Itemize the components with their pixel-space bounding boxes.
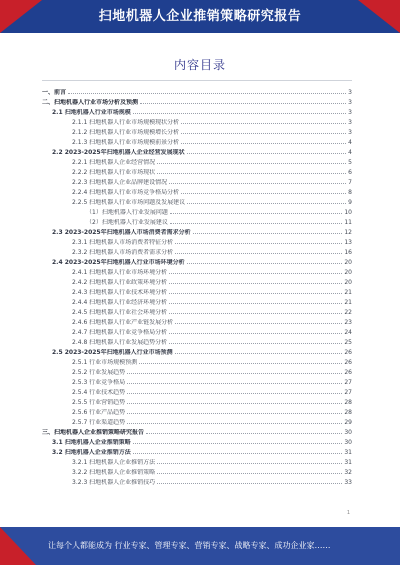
toc-entry[interactable] <box>42 276 352 286</box>
toc-entry[interactable] <box>42 446 352 456</box>
toc-entry[interactable] <box>42 176 352 186</box>
toc-leader-dots <box>169 343 342 344</box>
toc-entry-title: 2.1.1 扫地机器人行业市场规模现状分析 <box>72 119 180 126</box>
toc-entry-page: 3 <box>348 89 352 96</box>
toc-entry-title: 3.2.1 扫地机器人企业推销方法 <box>72 459 156 466</box>
toc-entry-title: 2.2 2023-2025年扫地机器人企业经营发展现状 <box>52 149 185 156</box>
toc-entry-title: 2.3 2023-2025年扫地机器人市场消费者需求分析 <box>52 229 191 236</box>
toc-entry-title: 2.1.3 扫地机器人行业市场规模前景分析 <box>72 139 180 146</box>
toc-entry-page: 8 <box>348 189 352 196</box>
toc-entry-title: 2.4.8 扫地机器人行业发展趋势分析 <box>72 339 168 346</box>
toc-entry-title: 2.4.4 扫地机器人行业经济环境分析 <box>72 299 168 306</box>
toc-leader-dots <box>169 313 342 314</box>
toc-entry-title: 2.2.1 扫地机器人企业经营情况 <box>72 159 156 166</box>
toc-entry-title: 2.5.3 行业竞争格局 <box>72 379 126 386</box>
toc-leader-dots <box>127 373 342 374</box>
toc-entry-page: 33 <box>344 479 352 486</box>
toc-entry-title: 2.3.1 扫地机器人市场消费者特征分析 <box>72 239 174 246</box>
toc-entry[interactable] <box>42 316 352 326</box>
toc-leader-dots <box>169 183 346 184</box>
toc-divider <box>42 80 352 81</box>
toc-entry-title: 2.1.2 扫地机器人行业市场规模增长分析 <box>72 129 180 136</box>
toc-entry-page: 30 <box>344 429 352 436</box>
toc-entry-page: 10 <box>344 209 352 216</box>
toc-entry[interactable] <box>42 436 352 446</box>
toc-entry[interactable] <box>42 336 352 346</box>
toc-entry[interactable] <box>42 366 352 376</box>
report-title: 扫地机器人企业推销策略研究报告 <box>98 9 302 24</box>
toc-entry-page: 6 <box>348 169 352 176</box>
toc-entry-title: 3.1 扫地机器人企业推销策略 <box>52 439 131 446</box>
toc-entry[interactable] <box>42 226 352 236</box>
toc-entry-page: 20 <box>344 279 352 286</box>
toc-entry-title: 2.5.6 行业产品趋势 <box>72 409 126 416</box>
toc-entry[interactable] <box>42 346 352 356</box>
toc-entry-title: 2.4.1 扫地机器人行业市场环境分析 <box>72 269 168 276</box>
toc-entry-page: 11 <box>344 219 352 226</box>
toc-leader-dots <box>193 233 343 234</box>
toc-entry-title: 2.5 2023-2025年扫地机器人行业市场预测 <box>52 349 173 356</box>
toc-leader-dots <box>127 383 342 384</box>
toc-entry[interactable] <box>42 136 352 146</box>
toc-entry[interactable] <box>42 166 352 176</box>
toc-entry[interactable] <box>42 476 352 486</box>
toc-leader-dots <box>175 323 342 324</box>
toc-entry-title: 三、扫地机器人企业推销策略研究报告 <box>42 429 145 436</box>
toc-leader-dots <box>187 263 343 264</box>
toc-entry[interactable] <box>42 236 352 246</box>
toc-entry-page: 31 <box>344 449 352 456</box>
toc-leader-dots <box>170 213 343 214</box>
toc-entry-page: 25 <box>344 339 352 346</box>
toc-entry-page: 26 <box>344 369 352 376</box>
toc-entry-title: （2）扫地机器人行业发展建议 <box>86 219 168 226</box>
toc-entry[interactable] <box>42 146 352 156</box>
toc-entry[interactable] <box>42 216 352 226</box>
toc-entry[interactable] <box>42 296 352 306</box>
toc-entry-title: 2.2.3 扫地机器人企业品牌建设情况 <box>72 179 168 186</box>
toc-entry-title: 2.4 2023-2025年扫地机器人行业市场环境分析 <box>52 259 185 266</box>
toc-leader-dots <box>157 483 342 484</box>
toc-entry[interactable] <box>42 256 352 266</box>
toc-leader-dots <box>127 403 342 404</box>
toc-heading: 内容目录 <box>173 58 226 72</box>
toc-leader-dots <box>169 283 342 284</box>
toc-entry-page: 5 <box>348 159 352 166</box>
toc-entry-title: 2.5.2 行业发展趋势 <box>72 369 126 376</box>
toc-entry[interactable] <box>42 456 352 466</box>
toc-entry-page: 7 <box>348 179 352 186</box>
toc-entry-title: 2.4.3 扫地机器人行业技术环境分析 <box>72 289 168 296</box>
toc-entry-page: 3 <box>348 119 352 126</box>
toc-leader-dots <box>175 253 342 254</box>
toc-leader-dots <box>133 113 346 114</box>
toc-leader-dots <box>127 393 342 394</box>
toc-entry-page: 22 <box>344 309 352 316</box>
toc-leader-dots <box>175 243 342 244</box>
toc-leader-dots <box>181 193 346 194</box>
toc-entry[interactable] <box>42 156 352 166</box>
toc-entry-page: 3 <box>348 109 352 116</box>
toc-entry[interactable] <box>42 396 352 406</box>
toc-entry-title: 2.4.6 扫地机器人行业产业链发展分析 <box>72 319 174 326</box>
toc-entry-page: 4 <box>348 139 352 146</box>
toc-entry-page: 20 <box>344 269 352 276</box>
toc-entry-title: 2.5.7 行业渠道趋势 <box>72 419 126 426</box>
toc-entry-page: 21 <box>344 299 352 306</box>
toc-entry[interactable] <box>42 106 352 116</box>
toc-entry-page: 26 <box>344 349 352 356</box>
toc-entry-page: 28 <box>344 409 352 416</box>
toc-entry-title: 2.1 扫地机器人行业市场规模 <box>52 109 131 116</box>
toc-leader-dots <box>140 103 346 104</box>
toc-entry-title: 3.2 扫地机器人企业推销方法 <box>52 449 131 456</box>
toc-leader-dots <box>169 273 342 274</box>
toc-entry-title: 2.4.7 扫地机器人行业竞争格局分析 <box>72 329 168 336</box>
toc-entry[interactable] <box>42 246 352 256</box>
footer-bar <box>0 527 400 565</box>
toc-leader-dots <box>170 223 343 224</box>
toc-leader-dots <box>157 473 342 474</box>
toc-entry[interactable] <box>42 286 352 296</box>
toc-leader-dots <box>68 93 346 94</box>
toc-entry[interactable] <box>42 266 352 276</box>
toc-entry[interactable] <box>42 426 352 436</box>
toc-entry-title: 2.4.5 扫地机器人行业社会环境分析 <box>72 309 168 316</box>
toc-entry[interactable] <box>42 86 352 96</box>
toc-entry-page: 4 <box>348 149 352 156</box>
toc-entry-title: 2.5.1 行业市场规模预测 <box>72 359 138 366</box>
toc-leader-dots <box>133 443 343 444</box>
toc-entry[interactable] <box>42 356 352 366</box>
toc-entry-page: 28 <box>344 399 352 406</box>
toc-leader-dots <box>127 413 342 414</box>
toc-leader-dots <box>157 163 346 164</box>
toc-entry-page: 27 <box>344 379 352 386</box>
toc-entry[interactable] <box>42 466 352 476</box>
toc-entry-page: 20 <box>344 259 352 266</box>
toc-leader-dots <box>187 153 347 154</box>
toc-leader-dots <box>169 303 342 304</box>
toc-entry-title: 2.3.2 扫地机器人市场消费者需求分析 <box>72 249 174 256</box>
toc-entry-page: 27 <box>344 389 352 396</box>
toc-leader-dots <box>133 453 343 454</box>
toc-entry[interactable] <box>42 376 352 386</box>
toc-entry-title: 3.2.3 扫地机器人企业推销技巧 <box>72 479 156 486</box>
toc-entry-title: 2.2.5 扫地机器人行业市场问题及发展建议 <box>72 199 186 206</box>
toc-entry-page: 16 <box>344 249 352 256</box>
toc-entry-title: 2.5.4 行业技术趋势 <box>72 389 126 396</box>
toc-entry[interactable] <box>42 116 352 126</box>
toc-entry-page: 26 <box>344 359 352 366</box>
toc-entry[interactable] <box>42 326 352 336</box>
toc-entry-page: 23 <box>344 319 352 326</box>
toc-leader-dots <box>169 293 342 294</box>
toc-entry-title: 一、前言 <box>42 89 67 96</box>
toc-entry[interactable] <box>42 186 352 196</box>
toc-leader-dots <box>175 353 343 354</box>
toc-leader-dots <box>181 133 346 134</box>
toc-leader-dots <box>157 463 342 464</box>
toc-entry-title: 3.2.2 扫地机器人企业推销策略 <box>72 469 156 476</box>
toc-leader-dots <box>181 123 346 124</box>
table-of-contents <box>42 86 352 486</box>
toc-entry-page: 3 <box>348 99 352 106</box>
toc-entry-page: 3 <box>348 129 352 136</box>
toc-entry[interactable] <box>42 206 352 216</box>
toc-leader-dots <box>139 363 342 364</box>
toc-entry-title: 2.4.2 扫地机器人行业政策环境分析 <box>72 279 168 286</box>
toc-leader-dots <box>127 423 342 424</box>
toc-leader-dots <box>187 203 346 204</box>
page-number: 1 <box>346 510 350 516</box>
toc-leader-dots <box>157 173 346 174</box>
toc-leader-dots <box>146 433 342 434</box>
toc-entry-page: 12 <box>344 229 352 236</box>
toc-leader-dots <box>169 333 342 334</box>
footer-accent <box>0 527 36 565</box>
toc-entry-page: 24 <box>344 329 352 336</box>
toc-entry-page: 30 <box>344 439 352 446</box>
toc-entry-title: （1）扫地机器人行业发展问题 <box>86 209 168 216</box>
toc-entry[interactable] <box>42 126 352 136</box>
toc-entry-title: 2.2.2 扫地机器人行业市场现状 <box>72 169 156 176</box>
toc-entry-page: 29 <box>344 419 352 426</box>
toc-entry[interactable] <box>42 416 352 426</box>
footer-slogan: 让每个人都能成为 行业专家、管理专家、营销专家、战略专家、成功企业家…… <box>48 541 331 550</box>
toc-entry-title: 2.5.5 行业营销趋势 <box>72 399 126 406</box>
toc-entry[interactable] <box>42 196 352 206</box>
toc-entry-page: 32 <box>344 469 352 476</box>
toc-entry[interactable] <box>42 306 352 316</box>
toc-entry[interactable] <box>42 386 352 396</box>
toc-entry-page: 9 <box>348 199 352 206</box>
header-bar <box>0 0 400 33</box>
toc-entry-title: 二、扫地机器人行业市场分析及预测 <box>42 99 139 106</box>
toc-entry-page: 31 <box>344 459 352 466</box>
toc-entry-page: 13 <box>344 239 352 246</box>
toc-entry-title: 2.2.4 扫地机器人行业市场竞争格局分析 <box>72 189 180 196</box>
toc-leader-dots <box>181 143 346 144</box>
toc-entry[interactable] <box>42 406 352 416</box>
toc-entry-page: 21 <box>344 289 352 296</box>
toc-entry[interactable] <box>42 96 352 106</box>
